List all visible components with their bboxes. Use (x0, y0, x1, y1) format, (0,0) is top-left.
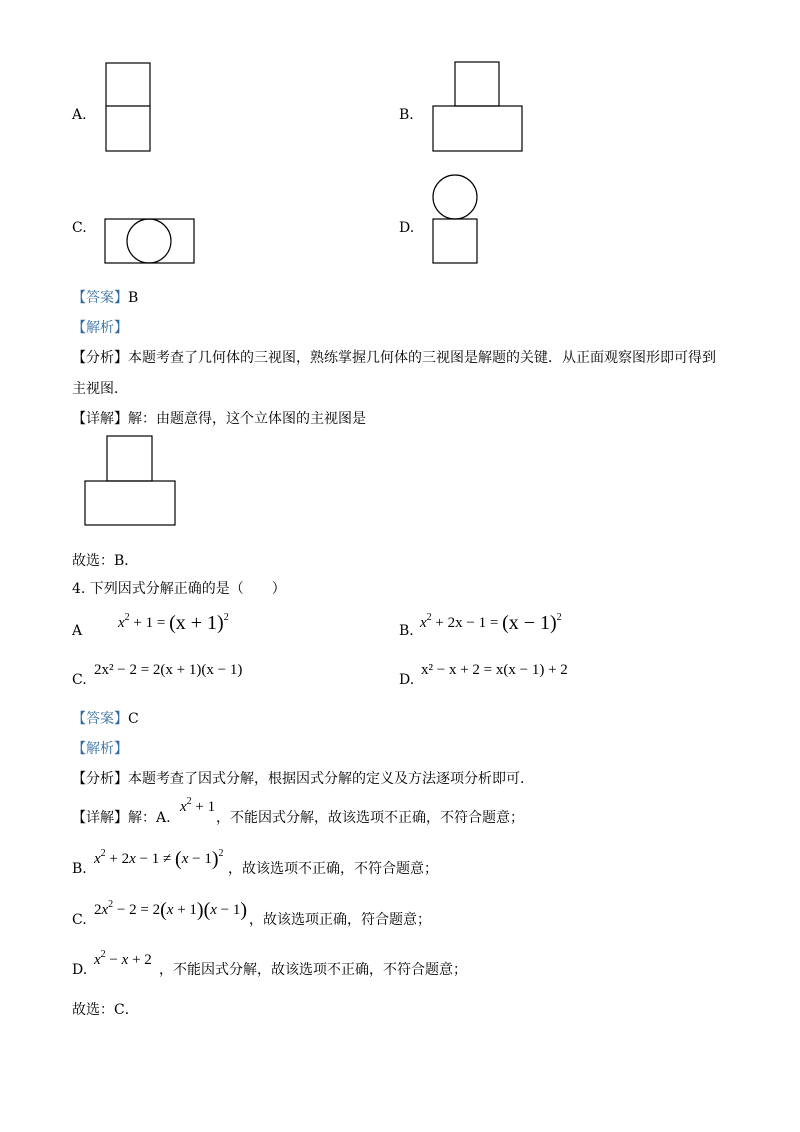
answer-value: C (128, 711, 139, 727)
xiangjie-tag: 【详解】 (72, 411, 128, 427)
q4-option-a-expr: $x^2 + 1 = (x + 1)^2$ (118, 612, 229, 634)
q4-fenxi (72, 770, 534, 788)
fenxi-text: 本题考查了因式分解，根据因式分解的定义及方法逐项分析即可． (128, 771, 534, 787)
fenxi-tag: 【分析】 (72, 771, 128, 787)
detail-b-label: B. (72, 861, 87, 877)
q4-analysis-heading (72, 740, 128, 758)
detail-a-expr: $x^2 + 1$ (180, 796, 216, 815)
fenxi-tag: 【分析】 (72, 350, 128, 366)
detail-b-expr: $x^2 + 2x - 1 \ne (x - 1)^2$ (94, 848, 224, 870)
answer-tag: 【答案】 (72, 711, 128, 727)
q4-option-c-label: C. (72, 672, 87, 688)
detail-a-suffix: ，不能因式分解，故该选项不正确，不符合题意； (216, 810, 524, 826)
xiangjie-text: 解：由题意得，这个立体图的主视图是 (128, 411, 366, 427)
q4-conclusion: 故选：C． (72, 1002, 139, 1018)
q3-xiangjie (72, 410, 366, 428)
option-a-label: A. (72, 107, 87, 123)
detail-d-label: D. (72, 962, 88, 978)
xiangjie-tag: 【详解】 (72, 810, 128, 826)
q3-answer-line (72, 289, 138, 307)
q4-answer-line (72, 710, 139, 728)
q4-option-b-label: B. (399, 623, 414, 639)
q4-option-d-expr: x² − x + 2 = x(x − 1) + 2 (421, 662, 568, 678)
q4-option-b-expr: $x^2 + 2x - 1 = (x - 1)^2$ (420, 612, 562, 634)
detail-c-label: C. (72, 912, 87, 928)
q3-fenxi-line1 (72, 349, 716, 367)
fenxi-text: 本题考查了几何体的三视图，熟练掌握几何体的三视图是解题的关键．从正面观察图形即可得到 (128, 350, 716, 366)
option-b-label: B. (399, 107, 414, 123)
option-c-label: C. (72, 220, 87, 236)
q3-analysis-heading (72, 319, 128, 337)
detail-c-suffix: ，故该选项正确，符合题意； (249, 912, 431, 928)
option-d-label: D. (399, 220, 415, 236)
answer-tag: 【答案】 (72, 290, 128, 306)
detail-d-expr: $x^2 - x + 2$ (94, 949, 152, 968)
analysis-tag: 【解析】 (72, 741, 128, 757)
q4-option-c-expr: 2x² − 2 = 2(x + 1)(x − 1) (94, 662, 243, 678)
xiangjie-prefix: 解：A. (128, 810, 171, 826)
analysis-tag: 【解析】 (72, 320, 128, 336)
q4-question: 4. 下列因式分解正确的是（ ） (72, 581, 286, 597)
detail-b-suffix: ，故该选项不正确，不符合题意； (228, 861, 438, 877)
q3-fenxi-line2: 主视图． (72, 381, 128, 397)
detail-c-expr: $2x^2 - 2 = 2(x + 1)(x - 1)$ (94, 899, 248, 921)
detail-d-suffix: ，不能因式分解，故该选项不正确，不符合题意； (159, 962, 467, 978)
q4-xiangjie-a (72, 809, 171, 827)
q4-option-d-label: D. (399, 672, 415, 688)
answer-value: B (128, 290, 139, 306)
q3-conclusion: 故选：B． (72, 553, 139, 569)
main-view-figure (0, 0, 1, 1)
q4-option-a-label: A (72, 623, 83, 639)
